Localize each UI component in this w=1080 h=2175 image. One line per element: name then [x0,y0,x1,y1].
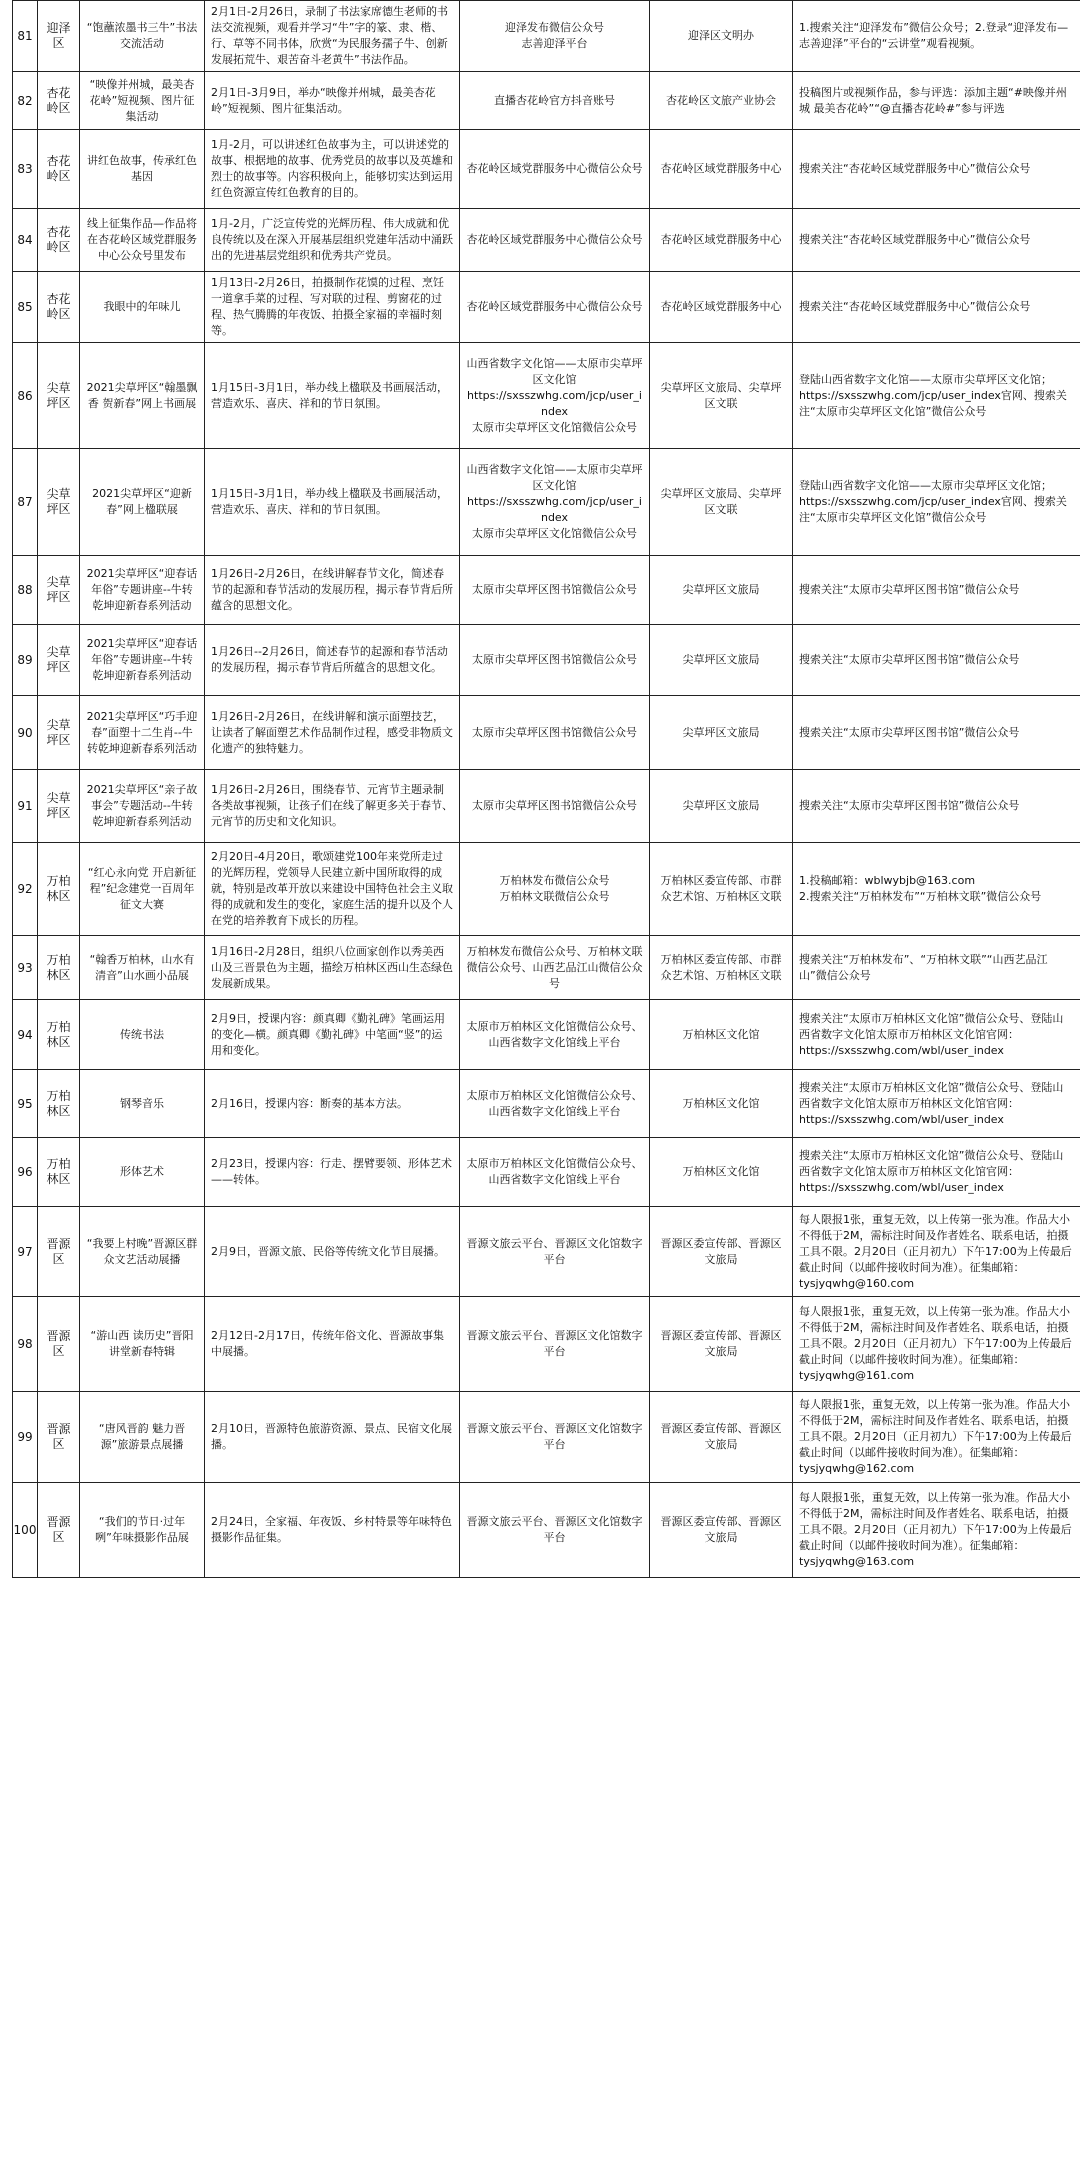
activity-desc-cell: 2月9日，授课内容：颜真卿《勤礼碑》笔画运用的变化—横。颜真卿《勤礼碑》中笔画“竖”的运用和变化。 [205,1000,460,1070]
district-cell: 尖草坪区 [38,770,80,843]
table-row [13,1138,1080,1207]
activity-name-cell: 讲红色故事，传承红色基因 [80,130,205,209]
activity-desc-cell: 1月13日-2月26日，拍摄制作花馍的过程、烹饪一道拿手菜的过程、写对联的过程、剪窗花的过程、热气腾腾的年夜饭、拍摄全家福的幸福时刻等。 [205,272,460,343]
district-cell: 杏花岭区 [38,272,80,343]
activity-name-cell: 2021尖草坪区“翰墨飘香 贺新春”网上书画展 [80,343,205,449]
participation-cell: 1.投稿邮箱：wblwybjb@163.com 2.搜索关注“万柏林发布”“万柏林文联”微信公众号 [793,843,1080,936]
activity-name-cell: “唐风晋韵 魅力晋源”旅游景点展播 [80,1392,205,1483]
table-row [13,625,1080,696]
table-row [13,343,1080,449]
organizer-cell: 杏花岭区域党群服务中心 [650,209,793,272]
organizer-cell: 晋源区委宣传部、晋源区文旅局 [650,1392,793,1483]
district-cell: 晋源区 [38,1207,80,1297]
table-row [13,770,1080,843]
row-number: 83 [13,130,38,209]
table-row [13,1392,1080,1483]
table-row [13,1207,1080,1297]
table-row [13,843,1080,936]
participation-cell: 1.搜索关注“迎泽发布”微信公众号；2.登录“迎泽发布—志善迎泽”平台的“云讲堂”观看视频。 [793,1,1080,72]
district-cell: 尖草坪区 [38,449,80,556]
organizer-cell: 杏花岭区域党群服务中心 [650,130,793,209]
participation-cell: 搜索关注“太原市尖草坪区图书馆”微信公众号 [793,625,1080,696]
activity-desc-cell: 2月24日，全家福、年夜饭、乡村特景等年味特色摄影作品征集。 [205,1483,460,1578]
row-number: 98 [13,1297,38,1392]
participation-cell: 每人限报1张，重复无效，以上传第一张为准。作品大小不得低于2M，需标注时间及作者姓名、联系电话，拍摄工具不限。2月20日（正月初九）下午17:00为上传最后截止时间（以邮件接收时间为准）。征集邮箱： tysjyqwhg@163.com [793,1483,1080,1578]
platform-cell: 太原市万柏林区文化馆微信公众号、山西省数字文化馆线上平台 [460,1000,650,1070]
participation-cell: 搜索关注“太原市尖草坪区图书馆”微信公众号 [793,770,1080,843]
activity-table [12,0,1080,1578]
platform-cell: 晋源文旅云平台、晋源区文化馆数字平台 [460,1207,650,1297]
participation-cell: 搜索关注“太原市万柏林区文化馆”微信公众号、登陆山西省数字文化馆太原市万柏林区文化馆官网： https://sxsszwhg.com/wbl/user_index [793,1070,1080,1138]
district-cell: 万柏林区 [38,1000,80,1070]
table-row [13,936,1080,1000]
organizer-cell: 万柏林区文化馆 [650,1138,793,1207]
district-cell: 万柏林区 [38,936,80,1000]
activity-desc-cell: 1月15日-3月1日，举办线上楹联及书画展活动，营造欢乐、喜庆、祥和的节日氛围。 [205,449,460,556]
participation-cell: 搜索关注“万柏林发布”、“万柏林文联”“山西艺品江山”微信公众号 [793,936,1080,1000]
platform-cell: 太原市尖草坪区图书馆微信公众号 [460,770,650,843]
row-number: 89 [13,625,38,696]
table-row [13,1070,1080,1138]
row-number: 99 [13,1392,38,1483]
activity-desc-cell: 2月16日，授课内容：断奏的基本方法。 [205,1070,460,1138]
table-row [13,1483,1080,1578]
activity-desc-cell: 2月9日，晋源文旅、民俗等传统文化节目展播。 [205,1207,460,1297]
platform-cell: 太原市万柏林区文化馆微信公众号、山西省数字文化馆线上平台 [460,1138,650,1207]
activity-desc-cell: 1月26日--2月26日，简述春节的起源和春节活动的发展历程，揭示春节背后所蕴含的思想文化。 [205,625,460,696]
table-row [13,130,1080,209]
activity-table-sheet [12,0,1080,1578]
activity-desc-cell: 1月26日-2月26日，在线讲解春节文化，简述春节的起源和春节活动的发展历程，揭示春节背后所蕴含的思想文化。 [205,556,460,625]
participation-cell: 投稿图片或视频作品，参与评选：添加主题“#映像并州城 最美杏花岭”“@直播杏花岭#”参与评选 [793,72,1080,130]
activity-desc-cell: 2月1日-2月26日，录制了书法家席德生老师的书法交流视频，观看并学习“牛”字的篆、隶、楷、行、草等不同书体，欣赏“为民服务孺子牛、创新发展拓荒牛、艰苦奋斗老黄牛”书法作品。 [205,1,460,72]
table-row [13,556,1080,625]
row-number: 86 [13,343,38,449]
platform-cell: 山西省数字文化馆——太原市尖草坪区文化馆 https://sxsszwhg.com/jcp/user_index 太原市尖草坪区文化馆微信公众号 [460,343,650,449]
participation-cell: 登陆山西省数字文化馆——太原市尖草坪区文化馆； https://sxsszwhg.com/jcp/user_index官网、搜索关注“太原市尖草坪区文化馆”微信公众号 [793,449,1080,556]
table-row [13,1,1080,72]
activity-name-cell: 钢琴音乐 [80,1070,205,1138]
district-cell: 尖草坪区 [38,556,80,625]
row-number: 92 [13,843,38,936]
activity-desc-cell: 2月10日，晋源特色旅游资源、景点、民宿文化展播。 [205,1392,460,1483]
organizer-cell: 万柏林区文化馆 [650,1070,793,1138]
row-number: 88 [13,556,38,625]
activity-desc-cell: 1月26日-2月26日，在线讲解和演示面塑技艺，让读者了解面塑艺术作品制作过程，感受非物质文化遗产的独特魅力。 [205,696,460,770]
organizer-cell: 迎泽区文明办 [650,1,793,72]
row-number: 81 [13,1,38,72]
activity-name-cell: “我们的节日·过年咧”年味摄影作品展 [80,1483,205,1578]
platform-cell: 万柏林发布微信公众号 万柏林文联微信公众号 [460,843,650,936]
participation-cell: 每人限报1张，重复无效，以上传第一张为准。作品大小不得低于2M，需标注时间及作者姓名、联系电话，拍摄工具不限。2月20日（正月初九）下午17:00为上传最后截止时间（以邮件接收时间为准）。征集邮箱： tysjyqwhg@161.com [793,1297,1080,1392]
organizer-cell: 万柏林区委宣传部、市群众艺术馆、万柏林区文联 [650,936,793,1000]
organizer-cell: 尖草坪区文旅局、尖草坪区文联 [650,449,793,556]
platform-cell: 太原市尖草坪区图书馆微信公众号 [460,696,650,770]
activity-name-cell: “翰香万柏林，山水有清音”山水画小品展 [80,936,205,1000]
row-number: 93 [13,936,38,1000]
district-cell: 万柏林区 [38,1138,80,1207]
row-number: 90 [13,696,38,770]
district-cell: 杏花岭区 [38,209,80,272]
district-cell: 晋源区 [38,1392,80,1483]
platform-cell: 晋源文旅云平台、晋源区文化馆数字平台 [460,1297,650,1392]
table-row [13,1000,1080,1070]
activity-name-cell: “映像并州城，最美杏花岭”短视频、图片征集活动 [80,72,205,130]
organizer-cell: 杏花岭区文旅产业协会 [650,72,793,130]
row-number: 95 [13,1070,38,1138]
district-cell: 杏花岭区 [38,130,80,209]
activity-name-cell: “我要上村晚”晋源区群众文艺活动展播 [80,1207,205,1297]
activity-name-cell: “游山西 读历史”晋阳讲堂新春特辑 [80,1297,205,1392]
organizer-cell: 万柏林区委宣传部、市群众艺术馆、万柏林区文联 [650,843,793,936]
platform-cell: 杏花岭区域党群服务中心微信公众号 [460,272,650,343]
row-number: 85 [13,272,38,343]
table-row [13,449,1080,556]
participation-cell: 搜索关注“杏花岭区域党群服务中心”微信公众号 [793,209,1080,272]
activity-name-cell: 形体艺术 [80,1138,205,1207]
activity-desc-cell: 1月15日-3月1日，举办线上楹联及书画展活动，营造欢乐、喜庆、祥和的节日氛围。 [205,343,460,449]
participation-cell: 每人限报1张，重复无效，以上传第一张为准。作品大小不得低于2M，需标注时间及作者姓名、联系电话，拍摄工具不限。2月20日（正月初九）下午17:00为上传最后截止时间（以邮件接收时间为准）。征集邮箱： tysjyqwhg@160.com [793,1207,1080,1297]
organizer-cell: 尖草坪区文旅局、尖草坪区文联 [650,343,793,449]
platform-cell: 太原市尖草坪区图书馆微信公众号 [460,625,650,696]
table-row [13,209,1080,272]
organizer-cell: 杏花岭区域党群服务中心 [650,272,793,343]
activity-desc-cell: 2月23日，授课内容：行走、摆臂要领、形体艺术——转体。 [205,1138,460,1207]
participation-cell: 搜索关注“太原市万柏林区文化馆”微信公众号、登陆山西省数字文化馆太原市万柏林区文化馆官网： https://sxsszwhg.com/wbl/user_index [793,1000,1080,1070]
table-row [13,272,1080,343]
row-number: 82 [13,72,38,130]
row-number: 96 [13,1138,38,1207]
organizer-cell: 尖草坪区文旅局 [650,625,793,696]
district-cell: 尖草坪区 [38,343,80,449]
district-cell: 晋源区 [38,1297,80,1392]
organizer-cell: 晋源区委宣传部、晋源区文旅局 [650,1297,793,1392]
district-cell: 迎泽区 [38,1,80,72]
activity-name-cell: 线上征集作品—作品将在杏花岭区域党群服务中心公众号里发布 [80,209,205,272]
activity-name-cell: 2021尖草坪区“迎春话年俗”专题讲座--牛转乾坤迎新春系列活动 [80,556,205,625]
participation-cell: 每人限报1张，重复无效，以上传第一张为准。作品大小不得低于2M，需标注时间及作者姓名、联系电话，拍摄工具不限。2月20日（正月初九）下午17:00为上传最后截止时间（以邮件接收时间为准）。征集邮箱： tysjyqwhg@162.com [793,1392,1080,1483]
activity-name-cell: 2021尖草坪区“迎新春”网上楹联展 [80,449,205,556]
participation-cell: 搜索关注“杏花岭区域党群服务中心”微信公众号 [793,130,1080,209]
district-cell: 尖草坪区 [38,696,80,770]
activity-name-cell: 2021尖草坪区“亲子故事会”专题活动--牛转乾坤迎新春系列活动 [80,770,205,843]
organizer-cell: 晋源区委宣传部、晋源区文旅局 [650,1207,793,1297]
district-cell: 万柏林区 [38,1070,80,1138]
participation-cell: 搜索关注“太原市尖草坪区图书馆”微信公众号 [793,556,1080,625]
table-row [13,1297,1080,1392]
activity-name-cell: “饱蘸浓墨书三牛”书法交流活动 [80,1,205,72]
activity-desc-cell: 1月16日-2月28日，组织八位画家创作以秀美西山及三晋景色为主题，描绘万柏林区西山生态绿色发展新成果。 [205,936,460,1000]
activity-desc-cell: 1月-2月，可以讲述红色故事为主，可以讲述党的故事、根据地的故事、优秀党员的故事以及英雄和烈士的故事等。内容积极向上，能够切实达到运用红色资源宣传红色教育的目的。 [205,130,460,209]
activity-name-cell: “红心永向党 开启新征程”纪念建党一百周年征文大赛 [80,843,205,936]
platform-cell: 杏花岭区域党群服务中心微信公众号 [460,209,650,272]
organizer-cell: 尖草坪区文旅局 [650,696,793,770]
activity-desc-cell: 1月26日-2月26日，围绕春节、元宵节主题录制各类故事视频，让孩子们在线了解更多关于春节、元宵节的历史和文化知识。 [205,770,460,843]
activity-name-cell: 我眼中的年味儿 [80,272,205,343]
platform-cell: 太原市万柏林区文化馆微信公众号、山西省数字文化馆线上平台 [460,1070,650,1138]
participation-cell: 登陆山西省数字文化馆——太原市尖草坪区文化馆； https://sxsszwhg.com/jcp/user_index官网、搜索关注“太原市尖草坪区文化馆”微信公众号 [793,343,1080,449]
row-number: 91 [13,770,38,843]
participation-cell: 搜索关注“太原市万柏林区文化馆”微信公众号、登陆山西省数字文化馆太原市万柏林区文化馆官网： https://sxsszwhg.com/wbl/user_index [793,1138,1080,1207]
platform-cell: 直播杏花岭官方抖音账号 [460,72,650,130]
platform-cell: 杏花岭区域党群服务中心微信公众号 [460,130,650,209]
platform-cell: 迎泽发布微信公众号 志善迎泽平台 [460,1,650,72]
platform-cell: 晋源文旅云平台、晋源区文化馆数字平台 [460,1483,650,1578]
organizer-cell: 万柏林区文化馆 [650,1000,793,1070]
activity-desc-cell: 2月12日-2月17日，传统年俗文化、晋源故事集中展播。 [205,1297,460,1392]
row-number: 100 [13,1483,38,1578]
organizer-cell: 尖草坪区文旅局 [650,770,793,843]
activity-desc-cell: 2月1日-3月9日，举办“映像并州城，最美杏花岭”短视频、图片征集活动。 [205,72,460,130]
organizer-cell: 晋源区委宣传部、晋源区文旅局 [650,1483,793,1578]
district-cell: 杏花岭区 [38,72,80,130]
activity-name-cell: 传统书法 [80,1000,205,1070]
row-number: 94 [13,1000,38,1070]
platform-cell: 晋源文旅云平台、晋源区文化馆数字平台 [460,1392,650,1483]
platform-cell: 太原市尖草坪区图书馆微信公众号 [460,556,650,625]
platform-cell: 万柏林发布微信公众号、万柏林文联微信公众号、山西艺品江山微信公众号 [460,936,650,1000]
row-number: 97 [13,1207,38,1297]
row-number: 87 [13,449,38,556]
platform-cell: 山西省数字文化馆——太原市尖草坪区文化馆 https://sxsszwhg.com/jcp/user_index 太原市尖草坪区文化馆微信公众号 [460,449,650,556]
district-cell: 尖草坪区 [38,625,80,696]
row-number: 84 [13,209,38,272]
district-cell: 晋源区 [38,1483,80,1578]
participation-cell: 搜索关注“太原市尖草坪区图书馆”微信公众号 [793,696,1080,770]
participation-cell: 搜索关注“杏花岭区域党群服务中心”微信公众号 [793,272,1080,343]
activity-desc-cell: 2月20日-4月20日，歌颂建党100年来党所走过的光辉历程，党领导人民建立新中国所取得的成就，特别是改革开放以来建设中国特色社会主义取得的成就和发生的变化，家庭生活的提升以及个人在党的培养教育下成长的历程。 [205,843,460,936]
district-cell: 万柏林区 [38,843,80,936]
table-row [13,72,1080,130]
activity-name-cell: 2021尖草坪区“迎春话年俗”专题讲座--牛转乾坤迎新春系列活动 [80,625,205,696]
activity-desc-cell: 1月-2月，广泛宣传党的光辉历程、伟大成就和优良传统以及在深入开展基层组织党建年活动中涌跃出的先进基层党组织和优秀共产党员。 [205,209,460,272]
table-row [13,696,1080,770]
organizer-cell: 尖草坪区文旅局 [650,556,793,625]
activity-name-cell: 2021尖草坪区“巧手迎春”面塑十二生肖--牛转乾坤迎新春系列活动 [80,696,205,770]
